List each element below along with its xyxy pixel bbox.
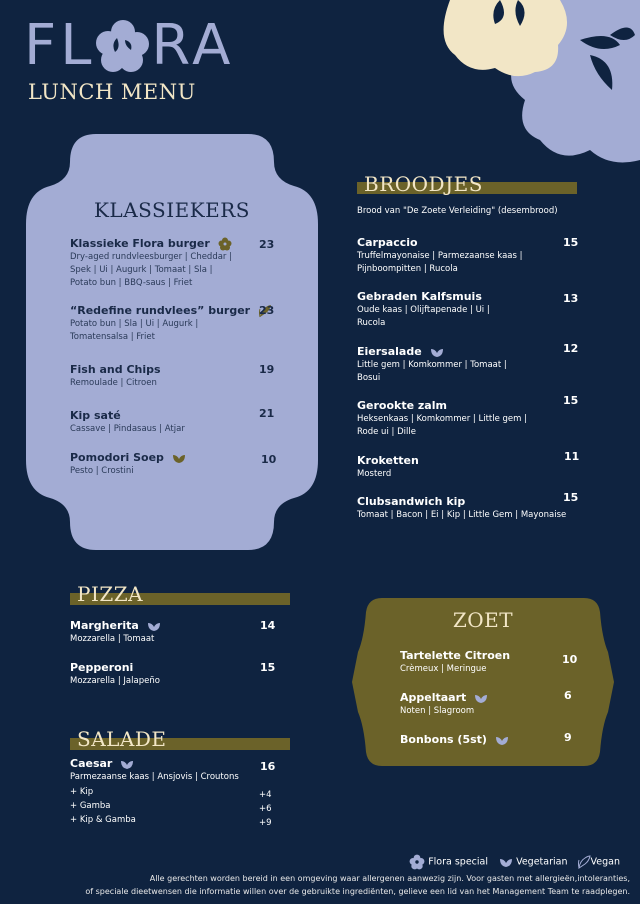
menu-item: [357, 495, 567, 522]
menu-item: [70, 237, 274, 290]
menu-item: [357, 399, 557, 439]
item-desc: Little gem | Komkommer | Tomaat |: [357, 360, 507, 370]
item-name: Appeltaart: [400, 691, 467, 704]
item-price: 23: [259, 304, 275, 317]
menu-item: [70, 409, 274, 436]
item-price: 10: [261, 453, 277, 466]
extra-label: + Gamba: [70, 801, 111, 811]
item-name: Kip saté: [70, 409, 121, 422]
item-desc: Spek | Ui | Augurk | Tomaat | Sla |: [70, 265, 213, 275]
item-desc: Bosui: [357, 373, 381, 383]
klassiekers-title: KLASSIEKERS: [93, 198, 251, 222]
item-desc: Rucola: [357, 318, 386, 328]
item-price: 10: [562, 653, 578, 666]
item-desc: Remoulade | Citroen: [70, 378, 157, 388]
item-desc: Rode ui | Dille: [357, 427, 416, 437]
item-desc: Heksenkaas | Komkommer | Little gem |: [357, 414, 528, 424]
flora-special-icon: [218, 237, 232, 251]
item-price: 14: [260, 619, 276, 632]
vegetarian-icon: [120, 758, 134, 770]
item-desc: Tomatensalsa | Friet: [70, 332, 155, 342]
legend-flora-special: Flora special: [428, 856, 488, 868]
logo-text-left: FL: [24, 13, 96, 78]
item-desc: Dry-aged rundvleesburger | Cheddar |: [70, 252, 232, 262]
item-desc: Potato bun | BBQ-saus | Friet: [70, 278, 193, 288]
item-name: Kroketten: [357, 454, 419, 467]
allergen-footer: [10, 872, 630, 898]
vegetarian-icon: [474, 692, 488, 704]
menu-item: [400, 733, 560, 747]
logo-flower-icon: [95, 18, 151, 74]
menu-item: [70, 363, 274, 390]
legend-vegan: Vegan: [590, 856, 620, 868]
item-desc: Truffelmayonaise | Parmezaanse kaas |: [357, 251, 523, 261]
extra-price: +9: [259, 818, 272, 828]
zoet-title: ZOET: [452, 608, 514, 632]
item-desc: Cassave | Pindasaus | Atjar: [70, 424, 185, 434]
item-price: 19: [259, 363, 275, 376]
footer-line-2: of speciale dieetwensen die informatie willen over de gebruikte ingrediënten, gelieve een lid van het Management Team te raadplegen.: [85, 887, 630, 896]
item-price: 15: [563, 491, 579, 504]
item-desc: Tomaat | Bacon | Ei | Kip | Little Gem | Mayonaise: [357, 510, 567, 520]
item-name: Margherita: [70, 619, 139, 632]
item-name: Eiersalade: [357, 345, 422, 358]
menu-subtitle: LUNCH MENU: [28, 80, 196, 104]
item-desc: Mozzarella | Jalapeño: [70, 676, 160, 686]
item-desc: Mosterd: [357, 469, 392, 479]
menu-item: [70, 757, 270, 784]
item-price: 15: [563, 236, 579, 249]
menu-item: [70, 619, 250, 646]
menu-item: [400, 691, 560, 718]
menu-item: [70, 451, 277, 478]
item-price: 23: [259, 238, 275, 251]
item-name: Carpaccio: [357, 236, 418, 249]
pizza-title: PIZZA: [77, 582, 144, 606]
brand-logo: [24, 14, 234, 78]
decorative-flower-shapes: [440, 0, 640, 170]
item-name: Fish and Chips: [70, 363, 161, 376]
menu-item: [357, 290, 557, 330]
item-price: 16: [260, 760, 276, 773]
salade-title: SALADE: [77, 727, 167, 751]
item-desc: Noten | Slagroom: [400, 706, 475, 716]
menu-item: [70, 661, 250, 688]
extra-label: + Kip & Gamba: [70, 815, 136, 825]
item-price: 11: [564, 450, 580, 463]
item-name: Gebraden Kalfsmuis: [357, 290, 482, 303]
vegetarian-icon: [172, 452, 186, 464]
item-desc: Pesto | Crostini: [70, 466, 134, 476]
vegetarian-icon: [430, 346, 444, 358]
item-name: Clubsandwich kip: [357, 495, 466, 508]
item-name: Pepperoni: [70, 661, 134, 674]
item-name: Tartelette Citroen: [400, 649, 511, 662]
item-name: Bonbons (5st): [400, 733, 487, 746]
item-name: Pomodori Soep: [70, 451, 164, 464]
broodjes-subtitle: Brood van "De Zoete Verleiding" (desembrood): [357, 206, 558, 216]
vegetarian-icon: [147, 620, 161, 632]
extra-price: +4: [259, 790, 272, 800]
item-desc: Parmezaanse kaas | Ansjovis | Croutons: [70, 772, 239, 782]
legend-vegetarian: Vegetarian: [516, 856, 568, 868]
flora-special-icon: [409, 854, 425, 870]
item-desc: Oude kaas | Olijftapenade | Ui |: [357, 305, 490, 315]
extra-label: + Kip: [70, 787, 94, 797]
vegan-icon: [577, 855, 591, 869]
item-price: 9: [564, 731, 572, 744]
klassiekers-section: [26, 134, 318, 550]
item-name: Caesar: [70, 757, 113, 770]
item-price: 15: [563, 394, 579, 407]
item-desc: Crèmeux | Meringue: [400, 664, 487, 674]
extra-price: +6: [259, 804, 272, 814]
item-price: 15: [260, 661, 276, 674]
footer-line-1: Alle gerechten worden bereid in een omgeving waar allergenen aanwezig zijn. Voor gasten met allergieën,intoleranties,: [149, 874, 630, 883]
item-name: Gerookte zalm: [357, 399, 447, 412]
logo-text-right: RA: [151, 13, 235, 78]
broodjes-title: BROODJES: [364, 172, 483, 196]
item-desc: Pijnboompitten | Rucola: [357, 264, 458, 274]
menu-item: [357, 454, 557, 481]
item-name: “Redefine rundvlees” burger: [70, 304, 251, 317]
menu-item: [357, 345, 557, 385]
item-name: Klassieke Flora burger: [70, 237, 210, 250]
menu-item: [357, 236, 557, 276]
item-desc: Mozzarella | Tomaat: [70, 634, 155, 644]
item-desc: Potato bun | Sla | Ui | Augurk |: [70, 319, 199, 329]
item-price: 6: [564, 689, 572, 702]
item-price: 12: [563, 342, 579, 355]
menu-item: [400, 649, 560, 676]
item-price: 21: [259, 407, 275, 420]
item-price: 13: [563, 292, 579, 305]
legend: [405, 854, 620, 870]
menu-item: [70, 304, 274, 344]
vegetarian-icon: [495, 734, 509, 746]
vegetarian-icon: [499, 856, 513, 868]
